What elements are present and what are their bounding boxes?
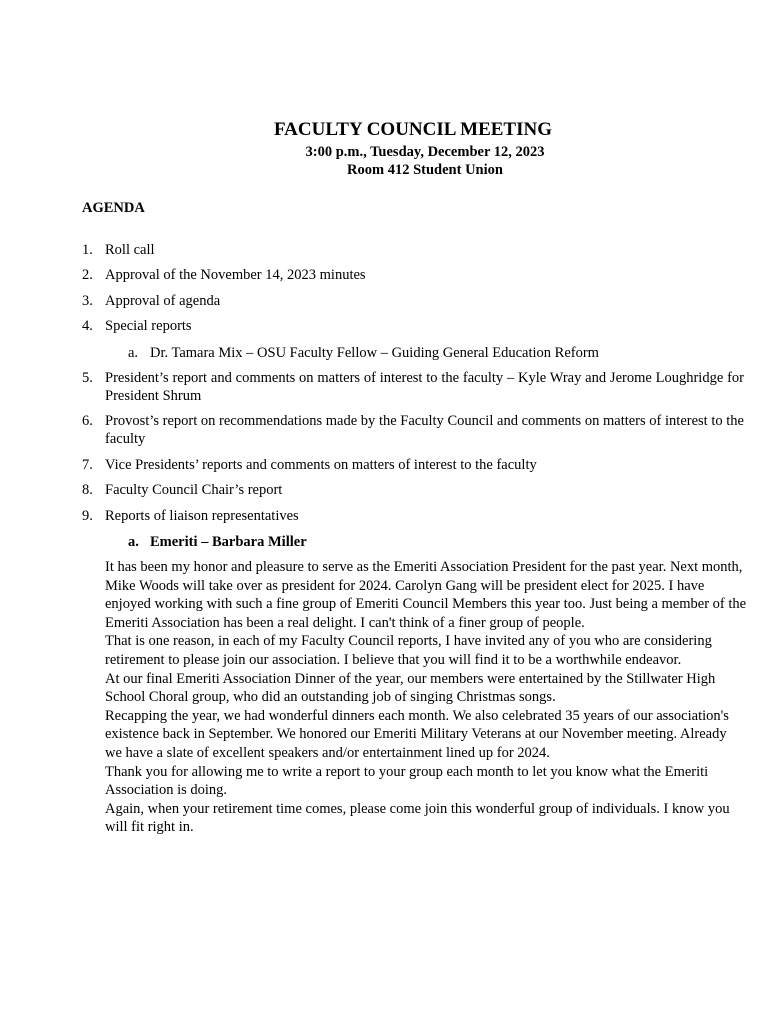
agenda-item-text: Provost’s report on recommendations made by the Faculty Council and comments on matters of interest to the faculty (105, 413, 744, 447)
agenda-item-text: Reports of liaison representatives (105, 508, 299, 524)
agenda-item (82, 412, 744, 448)
agenda-item (82, 456, 744, 474)
agenda-item (82, 317, 744, 335)
agenda-item-text: Approval of agenda (105, 293, 221, 309)
agenda-item-text: Faculty Council Chair’s report (105, 482, 283, 498)
report-paragraph: At our final Emeriti Association Dinner of the year, our members were entertained by the Stillwater High School Choral group, who did an outstanding job of singing Christmas songs. (105, 670, 716, 706)
agenda-subitem-text: Emeriti – Barbara Miller (150, 534, 307, 550)
agenda-item (82, 266, 744, 284)
agenda-item-text: President’s report and comments on matters of interest to the faculty – Kyle Wray and Jerome Loughridge for President Shrum (105, 370, 744, 404)
meeting-location: Room 412 Student Union (347, 162, 503, 178)
agenda-item-number: 5. (82, 370, 93, 386)
agenda-item (82, 481, 744, 499)
agenda-item-number: 8. (82, 482, 93, 498)
agenda-item (82, 369, 744, 405)
agenda-item-text: Vice Presidents’ reports and comments on matters of interest to the faculty (105, 457, 537, 473)
agenda-subitem-letter: a. (128, 345, 139, 361)
report-paragraph: Recapping the year, we had wonderful dinners each month. We also celebrated 35 years of our association's existence back in September. We honored our Emeriti Military Veterans at our November meeting. Already we have a slate of excellent speakers and/or entertainment lined up for 2024. (105, 707, 729, 761)
agenda-subitem-text: Dr. Tamara Mix – OSU Faculty Fellow – Guiding General Education Reform (150, 345, 599, 361)
page-title: FACULTY COUNCIL MEETING (273, 119, 552, 140)
agenda-item-text: Roll call (105, 242, 155, 258)
agenda-item-number: 1. (82, 242, 93, 258)
agenda-item (82, 292, 744, 310)
agenda-item-number: 2. (82, 267, 93, 283)
agenda-item-number: 7. (82, 457, 93, 473)
report-paragraph: It has been my honor and pleasure to serve as the Emeriti Association President for the past year. Next month, Mike Woods will take over as president for 2024. Carolyn Gang will be president elect for 2025. I have enjoyed working with such a fine group of Emeriti Council Members this year too. Just being a member of the Emeriti Association has been a real delight. I can't think of a finer group of people. (105, 559, 747, 631)
agenda-item-text: Special reports (105, 318, 192, 334)
agenda-item (82, 507, 744, 525)
agenda-item-number: 3. (82, 293, 93, 309)
agenda-item (82, 241, 744, 259)
report-paragraph: Again, when your retirement time comes, please come join this wonderful group of individuals. I know you will fit right in. (105, 800, 730, 836)
agenda-item-number: 6. (82, 413, 93, 429)
agenda-item-number: 9. (82, 508, 93, 524)
report-paragraph: Thank you for allowing me to write a report to your group each month to let you know what the Emeriti Association is doing. (105, 763, 709, 799)
agenda-item-number: 4. (82, 318, 93, 334)
agenda-subitem-letter: a. (128, 534, 139, 550)
agenda-subitem (128, 344, 744, 362)
meeting-datetime: 3:00 p.m., Tuesday, December 12, 2023 (305, 144, 545, 160)
agenda-subitem (128, 533, 744, 551)
agenda-heading: AGENDA (82, 200, 145, 216)
agenda-item-text: Approval of the November 14, 2023 minutes (105, 267, 366, 283)
report-paragraph: That is one reason, in each of my Faculty Council reports, I have invited any of you who are considering retirement to please join our association. I believe that you will find it to be a worthwhile endeavor. (105, 633, 712, 668)
emeriti-report (105, 558, 747, 837)
